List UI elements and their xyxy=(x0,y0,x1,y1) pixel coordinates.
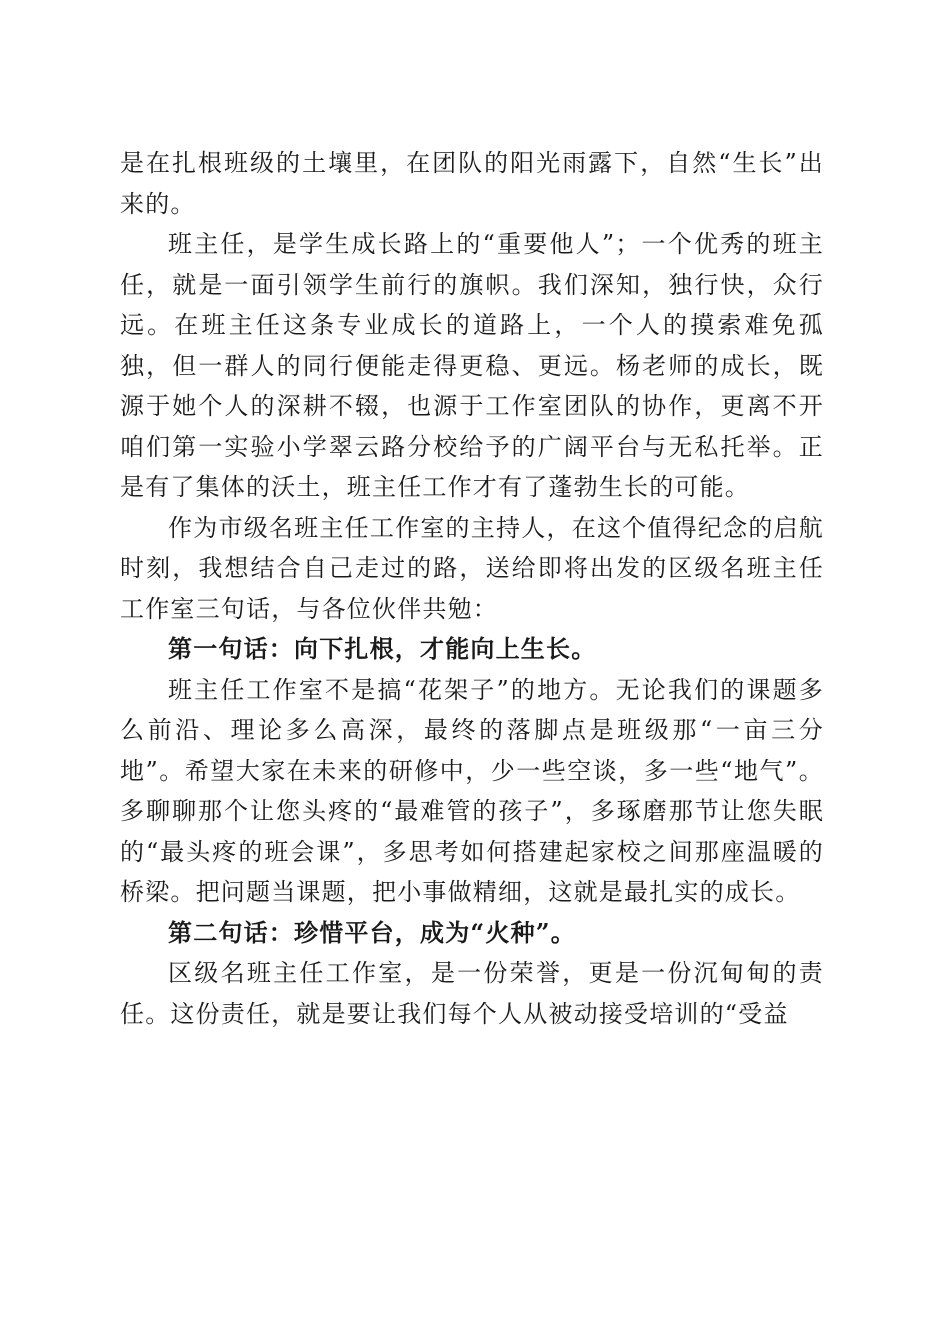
paragraph-second-sentence-body: 区级名班主任工作室，是一份荣誉，更是一份沉甸甸的责任。这份责任，就是要让我们每个人从被动接受培训的“受益 xyxy=(120,959,824,1028)
document-body xyxy=(120,143,824,1034)
paragraph-three-sentences-intro: 作为市级名班主任工作室的主持人，在这个值得纪念的启航时刻，我想结合自己走过的路，送给即将出发的区级名班主任工作室三句话，与各位伙伴共勉： xyxy=(120,513,824,623)
paragraph-first-sentence-body: 班主任工作室不是搞“花架子”的地方。无论我们的课题多么前沿、理论多么高深，最终的落脚点是班级那“一亩三分地”。希望大家在未来的研修中，少一些空谈，多一些“地气”。多聊聊那个让您头疼的“最难管的孩子”，多琢磨那节让您失眠的“最头疼的班会课”，多思考如何搭建起家校之间那座温暖的桥梁。把问题当课题，把小事做精细，这就是最扎实的成长。 xyxy=(120,675,824,906)
heading-first-sentence: 第一句话：向下扎根，才能向上生长。 xyxy=(168,634,597,663)
paragraph-continuation: 是在扎根班级的土壤里，在团队的阳光雨露下，自然“生长”出来的。 xyxy=(120,149,824,218)
heading-second-sentence: 第二句话：珍惜平台，成为“火种”。 xyxy=(168,917,577,947)
paragraph-head-teacher-role: 班主任，是学生成长路上的“重要他人”；一个优秀的班主任，就是一面引领学生前行的旗帜。我们深知，独行快，众行远。在班主任这条专业成长的道路上，一个人的摸索难免孤独，但一群人的同行便能走得更稳、更远。杨老师的成长，既源于她个人的深耕不辍，也源于工作室团队的协作，更离不开咱们第一实验小学翠云路分校给予的广阔平台与无私托举。正是有了集体的沃土，班主任工作才有了蓬勃生长的可能。 xyxy=(120,230,824,501)
